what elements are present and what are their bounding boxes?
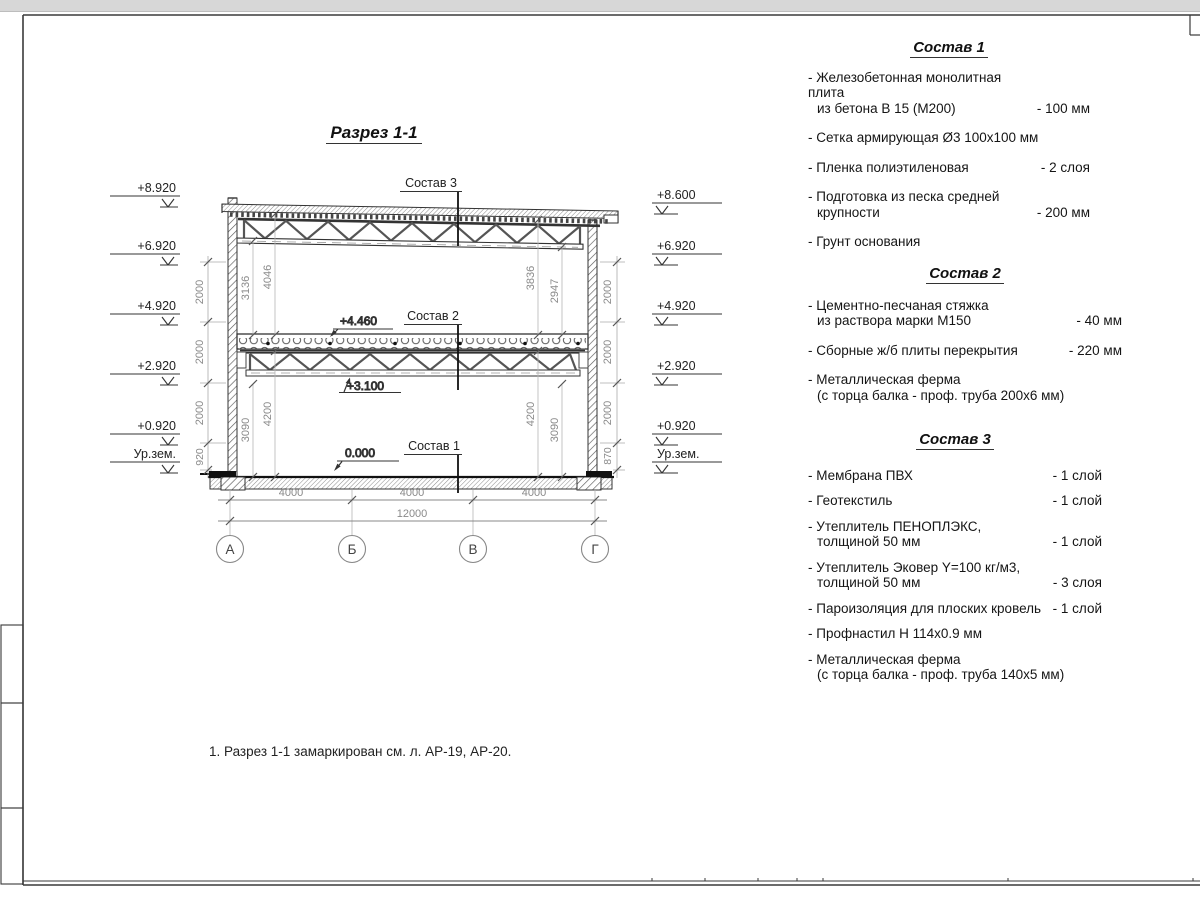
floor-assembly	[237, 334, 588, 376]
list-item: - Утеплитель Эковер Y=100 кг/м3, толщиной 50 мм - 3 слоя	[808, 559, 1102, 590]
svg-text:+2.920: +2.920	[137, 359, 176, 373]
svg-text:870: 870	[602, 447, 614, 465]
svg-text:2000: 2000	[194, 339, 206, 365]
leader-label-comp1: Состав 1	[408, 439, 460, 453]
list-item: - Пленка полиэтиленовая - 2 слоя	[808, 159, 1090, 175]
roof-assembly	[222, 204, 618, 249]
list-item: - Геотекстиль - 1 слой	[808, 493, 1102, 508]
wall-left	[228, 198, 237, 477]
dimension-chain-left	[194, 256, 226, 478]
edge-stamp-boxes	[1, 625, 23, 884]
bottom-dimensions	[217, 487, 609, 563]
svg-text:2000: 2000	[602, 279, 614, 305]
list-item: - Мембрана ПВХ - 1 слой	[808, 467, 1102, 483]
axis-bubbles	[217, 536, 609, 563]
svg-text:2947: 2947	[549, 278, 561, 304]
elevation-marks-left	[110, 181, 180, 473]
level-slab-top: +4.460	[340, 314, 378, 328]
list-item: - Грунт основания	[808, 234, 921, 249]
svg-text:Ур.зем.: Ур.зем.	[133, 447, 176, 461]
svg-text:4046: 4046	[262, 264, 274, 290]
sheet-note: 1. Разрез 1-1 замаркирован см. л. АР-19, АР-20.	[209, 744, 512, 759]
svg-text:4200: 4200	[262, 401, 274, 427]
svg-text:+4.920: +4.920	[657, 299, 696, 313]
section-title-text: Разрез 1-1	[326, 123, 421, 144]
svg-text:+0.920: +0.920	[657, 419, 696, 433]
svg-text:+8.920: +8.920	[137, 181, 176, 195]
svg-text:2000: 2000	[194, 400, 206, 426]
composition-1-header: Состав 1	[808, 40, 1090, 56]
building-section	[200, 176, 618, 493]
svg-text:Г: Г	[591, 542, 599, 557]
composition-list-1	[808, 40, 1090, 264]
svg-text:+2.920: +2.920	[657, 359, 696, 373]
leader-label-comp2: Состав 2	[407, 309, 459, 323]
svg-text:2000: 2000	[194, 279, 206, 305]
level-truss-bottom: +3.100	[347, 379, 385, 393]
dimension-chain-right	[600, 256, 625, 478]
leader-label-comp3: Состав 3	[405, 176, 457, 190]
svg-text:2000: 2000	[602, 339, 614, 365]
svg-text:Ур.зем.: Ур.зем.	[657, 447, 700, 461]
composition-2-header: Состав 2	[808, 266, 1122, 282]
svg-text:4000: 4000	[521, 487, 547, 499]
svg-text:3090: 3090	[240, 417, 252, 443]
svg-text:А: А	[225, 542, 235, 557]
svg-text:Б: Б	[347, 542, 357, 557]
wall-right	[588, 220, 597, 477]
list-item: - Цементно-песчаная стяжка из раствора марки М150 - 40 мм	[808, 297, 1122, 328]
list-item: - Металлическая ферма (с торца балка - проф. труба 200х6 мм)	[808, 372, 1065, 403]
svg-text:4000: 4000	[278, 487, 304, 499]
svg-text:4000: 4000	[399, 487, 425, 499]
svg-text:+8.600: +8.600	[657, 188, 696, 202]
svg-text:+0.920: +0.920	[137, 419, 176, 433]
level-floor: 0.000	[345, 446, 376, 460]
svg-text:+4.920: +4.920	[137, 299, 176, 313]
svg-text:4200: 4200	[525, 401, 537, 427]
svg-text:2000: 2000	[602, 400, 614, 426]
elevation-marks-right	[652, 188, 722, 473]
composition-list-3	[808, 432, 1102, 693]
list-item: - Сетка армирующая Ø3 100х100 мм	[808, 130, 1039, 145]
section-title	[274, 123, 474, 143]
composition-list-2	[808, 266, 1122, 417]
list-item: - Сборные ж/б плиты перекрытия - 220 мм	[808, 342, 1122, 358]
list-item: - Утеплитель ПЕНОПЛЭКС, толщиной 50 мм - 1 слой	[808, 518, 1102, 549]
svg-text:В: В	[468, 542, 478, 557]
svg-text:+6.920: +6.920	[137, 239, 176, 253]
composition-3-header: Состав 3	[808, 432, 1102, 448]
svg-text:3136: 3136	[240, 275, 252, 301]
list-item: - Металлическая ферма (с торца балка - проф. труба 140х5 мм)	[808, 651, 1065, 682]
svg-text:920: 920	[194, 448, 206, 466]
list-item: - Профнастил Н 114х0.9 мм	[808, 626, 982, 641]
total-dimension: 12000	[396, 508, 428, 520]
svg-text:3836: 3836	[525, 265, 537, 291]
list-item: - Подготовка из песка средней крупности - 200 мм	[808, 189, 1090, 220]
svg-text:+6.920: +6.920	[657, 239, 696, 253]
list-item: - Пароизоляция для плоских кровель - 1 слой	[808, 600, 1102, 616]
svg-text:3090: 3090	[549, 417, 561, 443]
list-item: - Железобетонная монолитная плита из бетона В 15 (М200) - 100 мм	[808, 69, 1090, 116]
